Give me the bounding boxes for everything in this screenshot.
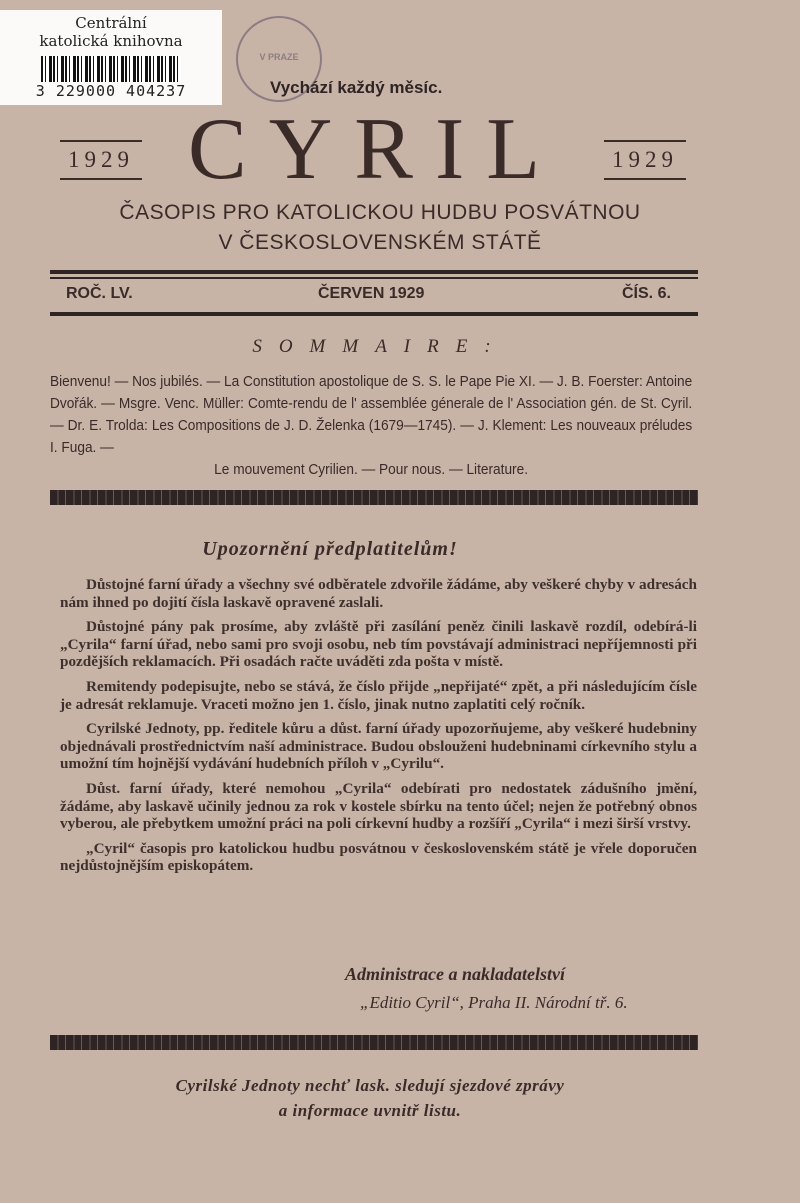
contents-body: Bienvenu! — Nos jubilés. — La Constitution apostolique de S. S. le Pape Pie XI. — J. B. Foerster: Antoine Dvořák. — Msgre. Venc. Müller: Comte-rendu de l' assemblée génerale de l' Association gén. de St. Cyril. — Dr. E. Trolda: Les Compositions de J. D. Želenka (1679—1745). — J. Klement: Les nouveaux préludes I. Fuga. —: [50, 374, 693, 456]
library-name-line1: Centrální: [75, 14, 147, 32]
divider: [50, 277, 698, 279]
notice-paragraph: Důst. farní úřady, které nemohou „Cyrila“ odebírati pro nedostatek zádušního jmění, žádáme, aby laskavě učinily jednou za rok v kostele sbírku na tento účel; nejen že potřebný obnos vyberou, ale přebytkem umožní práci na poli církevní hudby a rozšíří „Cyrila“ i mezi širší vrstvy.: [60, 779, 697, 833]
contents-last-line: Le mouvement Cyrilien. — Pour nous. — Literature.: [214, 462, 529, 478]
issue-number: ČÍS. 6.: [622, 285, 671, 302]
contents-heading: SOMMAIRE:: [252, 336, 508, 357]
subtitle-line1: ČASOPIS PRO KATOLICKOU HUDBU POSVÁTNOU: [119, 201, 641, 224]
year-left: 1929: [60, 140, 142, 180]
address: „Editio Cyril“, Praha II. Národní tř. 6.: [360, 993, 628, 1012]
notice-paragraph: Důstojné pány pak prosíme, aby zvláště při zasílání peněz činili laskavě rozdíl, odebírá-li „Cyrila“ farní úřad, nebo sami pro svoji osobu, neb tím povstávají administraci nepříjemnosti při pozdějších reklamacích. Při osadách račte uváděti zda pošta v místě.: [60, 618, 697, 671]
notice-paragraph: Remitendy podepisujte, nebo se stává, že číslo přijde „nepřijaté“ zpět, a při následujícím čísle je adresát reklamuje. Vraceti možno jen 1. číslo, jinak nutno zaplatiti celý ročník.: [60, 677, 697, 713]
year-right: 1929: [604, 140, 686, 180]
notice-paragraph: Důstojné farní úřady a všechny své odběratele zdvořile žádáme, aby veškeré chyby v adresách nám ihned po dojití čísla laskavě opravené zaslali.: [60, 576, 697, 611]
signature: Administrace a nakladatelství: [345, 964, 566, 984]
notice-body: [60, 576, 697, 882]
contents-text: [50, 371, 692, 481]
barcode-icon: [41, 56, 181, 82]
journal-title: CYRIL: [188, 101, 562, 198]
subtitle-line2: V ČESKOSLOVENSKÉM STÁTĚ: [218, 231, 542, 254]
divider: [50, 312, 698, 316]
library-name-line2: katolická knihovna: [39, 32, 183, 50]
volume: ROČ. LV.: [66, 285, 133, 302]
ornamental-bar: [50, 490, 698, 505]
notice-paragraph: „Cyril“ časopis pro katolickou hudbu posvátnou v československém státě je vřele doporučen nejdůstojnějším episkopátem.: [60, 839, 697, 875]
barcode-number: 3 229000 404237: [35, 82, 187, 100]
frequency-note: Vychází každý měsíc.: [270, 78, 443, 97]
stamp-text: V PRAZE: [259, 52, 299, 62]
footer-line2: a informace uvnitř listu.: [278, 1101, 462, 1120]
notice-title: Upozornění předplatitelům!: [202, 538, 458, 560]
divider: [50, 270, 698, 274]
library-label: [0, 10, 222, 105]
ornamental-bar: [50, 1035, 698, 1050]
footer-line1: Cyrilské Jednoty nechť lask. sledují sjezdové zprávy: [175, 1076, 565, 1095]
notice-paragraph: Cyrilské Jednoty, pp. ředitele kůru a důst. farní úřady upozorňujeme, aby veškeré hudebniny objednávali prostřednictvím naší administrace. Budou obslouženi hudebninami církevního stylu a umožní tím hojnější vydávání hudebních příloh v „Cyrilu“.: [60, 720, 697, 773]
issue-date: ČERVEN 1929: [318, 285, 425, 302]
